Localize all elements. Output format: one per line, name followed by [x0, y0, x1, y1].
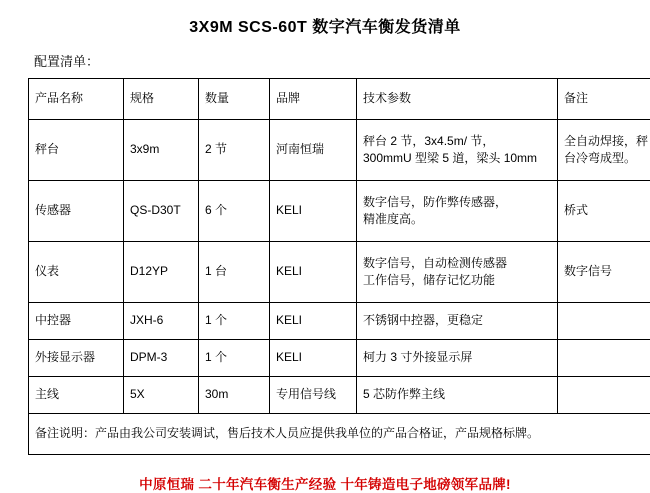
cell-tech: 5 芯防作弊主线 [357, 377, 558, 414]
cell-brand: KELI [270, 242, 357, 303]
cell-name: 外接显示器 [29, 340, 124, 377]
footer-slogan: 中原恒瑞 二十年汽车衡生产经验 十年铸造电子地磅领军品牌! [0, 455, 650, 493]
cell-name: 仪表 [29, 242, 124, 303]
cell-spec: DPM-3 [124, 340, 199, 377]
cell-brand: 河南恒瑞 [270, 120, 357, 181]
cell-brand: KELI [270, 181, 357, 242]
cell-note-line2: 台冷弯成型。 [564, 150, 650, 167]
cell-qty: 1 个 [199, 303, 270, 340]
cell-note [558, 120, 650, 181]
cell-spec: D12YP [124, 242, 199, 303]
cell-brand: 专用信号线 [270, 377, 357, 414]
subtitle-label: 配置清单： [0, 41, 650, 78]
cell-qty: 6 个 [199, 181, 270, 242]
cell-tech-line2: 300mmU 型梁 5 道，梁头 10mm [363, 150, 551, 167]
cell-qty: 30m [199, 377, 270, 414]
cell-tech-line1: 数字信号，自动检测传感器 [363, 255, 551, 272]
column-header-spec: 规格 [124, 79, 199, 120]
cell-note-line1: 全自动焊接，秤 [564, 133, 650, 150]
cell-name: 主线 [29, 377, 124, 414]
cell-note [558, 242, 650, 303]
cell-note [558, 303, 650, 340]
cell-spec: QS-D30T [124, 181, 199, 242]
cell-tech [357, 242, 558, 303]
cell-note [558, 377, 650, 414]
cell-tech [357, 120, 558, 181]
remark-text: 备注说明：产品由我公司安装调试，售后技术人员应提供我单位的产品合格证，产品规格标牌。 [29, 414, 650, 455]
cell-tech-line1: 数字信号，防作弊传感器， [363, 194, 551, 211]
cell-note [558, 340, 650, 377]
cell-tech-line1: 秤台 2 节，3x4.5m/ 节， [363, 133, 551, 150]
table-row [29, 303, 650, 340]
cell-qty: 1 台 [199, 242, 270, 303]
cell-brand: KELI [270, 303, 357, 340]
page-title: 3X9M SCS-60T 数字汽车衡发货清单 [0, 0, 650, 41]
cell-name: 秤台 [29, 120, 124, 181]
cell-note [558, 181, 650, 242]
cell-tech: 不锈钢中控器，更稳定 [357, 303, 558, 340]
cell-tech: 柯力 3 寸外接显示屏 [357, 340, 558, 377]
table-row [29, 377, 650, 414]
column-header-qty: 数量 [199, 79, 270, 120]
cell-qty: 1 个 [199, 340, 270, 377]
cell-tech-line2: 工作信号，储存记忆功能 [363, 272, 551, 289]
table-row [29, 242, 650, 303]
cell-name: 中控器 [29, 303, 124, 340]
cell-brand: KELI [270, 340, 357, 377]
cell-name: 传感器 [29, 181, 124, 242]
cell-spec: JXH-6 [124, 303, 199, 340]
table-row [29, 181, 650, 242]
column-header-tech: 技术参数 [357, 79, 558, 120]
cell-spec: 5X [124, 377, 199, 414]
column-header-brand: 品牌 [270, 79, 357, 120]
table-row [29, 340, 650, 377]
cell-note-line1: 桥式 [564, 202, 650, 219]
table-remark-row [29, 414, 650, 455]
table-header-row [29, 79, 650, 120]
cell-note-line1: 数字信号 [564, 263, 650, 280]
spec-table [28, 78, 650, 455]
cell-tech [357, 181, 558, 242]
column-header-name: 产品名称 [29, 79, 124, 120]
cell-spec: 3x9m [124, 120, 199, 181]
column-header-note: 备注 [558, 79, 650, 120]
table-row [29, 120, 650, 181]
cell-tech-line2: 精准度高。 [363, 211, 551, 228]
cell-qty: 2 节 [199, 120, 270, 181]
spec-table-container [0, 78, 650, 455]
